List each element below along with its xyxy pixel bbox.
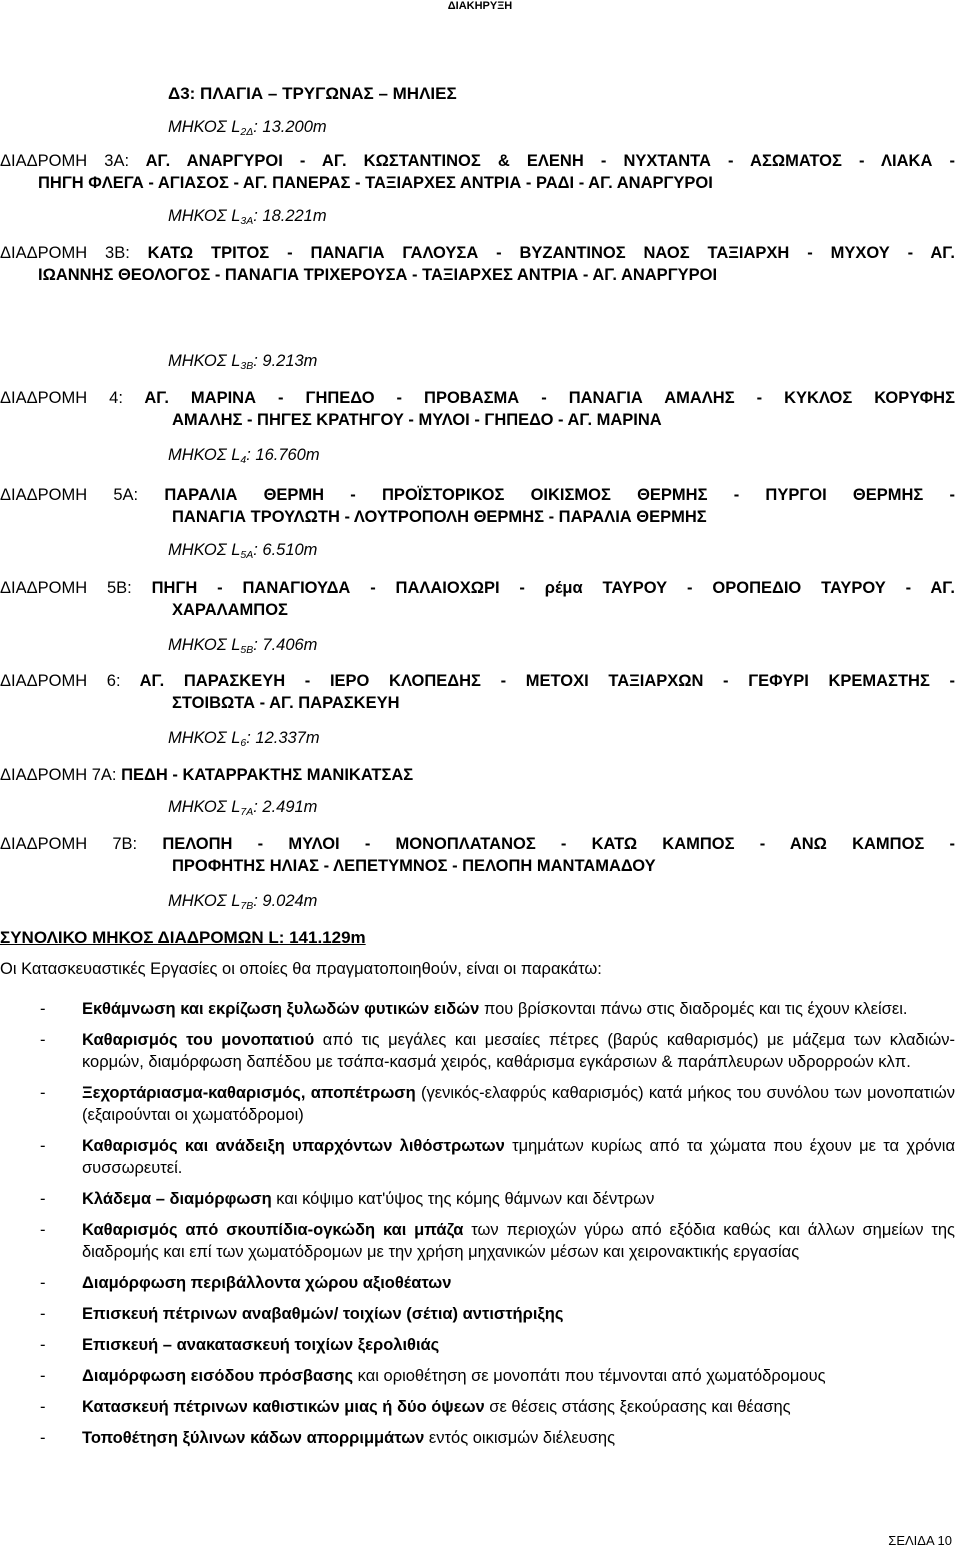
item-bold: Εκθάμνωση και εκρίζωση ξυλωδών φυτικών ειδών [82, 1000, 480, 1018]
item-text: τμημάτων κυρίως από τα χώματα που έχουν με τα χρόνια συσσωρευτεί. [82, 1137, 956, 1177]
bullet-dash: - [40, 1084, 46, 1102]
length-value: : 16.760m [246, 446, 320, 464]
bullet-dash: - [40, 1336, 46, 1354]
route-continuation: ΠΑΝΑΓΙΑ ΤΡΟΥΛΩΤΗ - ΛΟΥΤΡΟΠΟΛΗ ΘΕΡΜΗΣ - ΠΑΡΑΛΙΑ ΘΕΡΜΗΣ [172, 508, 707, 526]
length-value: : 7.406m [253, 636, 318, 654]
length-prefix: ΜΗΚΟΣ L [168, 207, 241, 225]
route-3a [0, 150, 955, 194]
list-item [0, 998, 955, 1020]
route-line1: ΚΑΤΩ ΤΡΙΤΟΣ - ΠΑΝΑΓΙΑ ΓΑΛΟΥΣΑ - ΒΥΖΑΝΤΙΝΟΣ ΝΑΟΣ ΤΑΞΙΑΡΧΗ - ΜΥΧΟΥ - ΑΓ. [147, 244, 955, 262]
item-bold: Ξεχορτάριασμα-καθαρισμός, αποπέτρωση [82, 1084, 416, 1102]
route-line1: ΑΓ. ΠΑΡΑΣΚΕΥΗ - ΙΕΡΟ ΚΛΟΠΕΔΗΣ - ΜΕΤΟΧΙ ΤΑΞΙΑΡΧΩΝ - ΓΕΦΥΡΙ ΚΡΕΜΑΣΤΗΣ - [139, 672, 955, 690]
bullet-dash: - [40, 1429, 46, 1447]
list-item [0, 1303, 955, 1325]
item-text: (γενικός-ελαφρύς καθαρισμός) κατά μήκος του συνόλου των μονοπατιών (εξαιρούνται οι χωματόδρομοι) [82, 1084, 955, 1124]
list-item [0, 1334, 955, 1356]
length-subscript: 2Δ [240, 126, 254, 138]
item-bold: Κατασκευή πέτρινων καθιστικών μιας ή δύο όψεων [82, 1398, 485, 1416]
section-title: Δ3: ΠΛΑΓΙΑ – ΤΡΥΓΩΝΑΣ – ΜΗΛΙΕΣ [168, 84, 457, 103]
route-prefix: ΔΙΑΔΡΟΜΗ 3Β: [0, 244, 130, 262]
item-bold: Καθαρισμός και ανάδειξη υπαρχόντων λιθόστρωτων [82, 1137, 505, 1155]
route-prefix: ΔΙΑΔΡΟΜΗ 7Β: [0, 835, 138, 853]
route-prefix: ΔΙΑΔΡΟΜΗ 5Α: [0, 486, 139, 504]
bullet-dash: - [40, 1031, 46, 1049]
page-header: ΔΙΑΚΗΡΥΞΗ [447, 0, 513, 12]
item-text: που βρίσκονται πάνω στις διαδρομές και τις έχουν κλείσει. [479, 1000, 908, 1018]
route-3a-length [168, 207, 327, 226]
item-text: και κόψιμο κατ'ύψος της κόμης θάμνων και δέντρων [271, 1190, 655, 1208]
item-bold: Κλάδεμα – διαμόρφωση [82, 1190, 272, 1208]
list-item [0, 1219, 955, 1263]
route-5b [0, 577, 955, 621]
route-prefix: ΔΙΑΔΡΟΜΗ 5Β: [0, 579, 132, 597]
route-line [0, 242, 955, 264]
route-line1: ΠΗΓΗ - ΠΑΝΑΓΙΟΥΔΑ - ΠΑΛΑΙΟΧΩΡΙ - ρέμα ΤΑΥΡΟΥ - ΟΡΟΠΕΔΙΟ ΤΑΥΡΟΥ - ΑΓ. [151, 579, 955, 597]
list-item [0, 1029, 955, 1073]
route-continuation: ΠΗΓΗ ΦΛΕΓΑ - ΑΓΙΑΣΟΣ - ΑΓ. ΠΑΝΕΡΑΣ - ΤΑΞΙΑΡΧΕΣ ΑΝΤΡΙΑ - ΡΑΔΙ - ΑΓ. ΑΝΑΡΓΥΡΟΙ [38, 174, 713, 192]
length-subscript: 3Β [240, 360, 254, 372]
length-prefix: ΜΗΚΟΣ L [168, 118, 241, 136]
route-prefix: ΔΙΑΔΡΟΜΗ 4: [0, 389, 123, 407]
route-7b-length [168, 892, 317, 911]
route-prefix: ΔΙΑΔΡΟΜΗ 7Α: [0, 766, 117, 784]
route-line [0, 670, 955, 692]
length-value: : 12.337m [246, 729, 320, 747]
route-continuation: ΠΡΟΦΗΤΗΣ ΗΛΙΑΣ - ΛΕΠΕΤΥΜΝΟΣ - ΠΕΛΟΠΗ ΜΑΝΤΑΜΑΔΟΥ [172, 857, 656, 875]
item-text: εντός οικισμών διέλευσης [424, 1429, 616, 1447]
route-7b [0, 833, 955, 877]
length-value: : 2.491m [253, 798, 318, 816]
length-subscript: 5Α [240, 549, 254, 561]
item-bold: Καθαρισμός από σκουπίδια-ογκώδη και μπάζα [82, 1221, 464, 1239]
item-bold: Επισκευή πέτρινων αναβαθμών/ τοιχίων (σέτια) αντιστήριξης [82, 1305, 564, 1323]
length-subscript: 3Α [240, 215, 254, 227]
total-length: ΣΥΝΟΛΙΚΟ ΜΗΚΟΣ ΔΙΑΔΡΟΜΩΝ L: 141.129m [0, 928, 366, 947]
bullet-dash: - [40, 1305, 46, 1323]
route-line1: ΠΕΛΟΠΗ - ΜΥΛΟΙ - ΜΟΝΟΠΛΑΤΑΝΟΣ - ΚΑΤΩ ΚΑΜΠΟΣ - ΑΝΩ ΚΑΜΠΟΣ - [162, 835, 956, 853]
length-prefix: ΜΗΚΟΣ L [168, 636, 241, 654]
route-4 [0, 387, 955, 431]
route-line [0, 577, 955, 599]
list-item [0, 1272, 955, 1294]
bullet-dash: - [40, 1398, 46, 1416]
route-7a-length [168, 798, 317, 817]
length-value: : 18.221m [253, 207, 327, 225]
length-subscript: 6 [240, 737, 247, 749]
route-4-length [168, 446, 320, 465]
item-bold: Τοποθέτηση ξύλινων κάδων απορριμμάτων [82, 1429, 425, 1447]
route-continuation: ΙΩΑΝΝΗΣ ΘΕΟΛΟΓΟΣ - ΠΑΝΑΓΙΑ ΤΡΙΧΕΡΟΥΣΑ - ΤΑΞΙΑΡΧΕΣ ΑΝΤΡΙΑ - ΑΓ. ΑΝΑΡΓΥΡΟΙ [38, 266, 718, 284]
works-intro: Οι Κατασκευαστικές Εργασίες οι οποίες θα πραγματοποιηθούν, είναι οι παρακάτω: [0, 960, 602, 978]
length-prefix: ΜΗΚΟΣ L [168, 446, 241, 464]
bullet-dash: - [40, 1367, 46, 1385]
length-value: : 6.510m [253, 541, 318, 559]
route-5b-length [168, 636, 317, 655]
route-5a-length [168, 541, 317, 560]
route-prefix: ΔΙΑΔΡΟΜΗ 3Α: [0, 152, 130, 170]
route-line [0, 833, 955, 855]
route-continuation: ΑΜΑΛΗΣ - ΠΗΓΕΣ ΚΡΑΤΗΓΟΥ - ΜΥΛΟΙ - ΓΗΠΕΔΟ - ΑΓ. ΜΑΡΙΝΑ [172, 411, 662, 429]
route-line [0, 387, 955, 409]
route-line1: ΑΓ. ΑΝΑΡΓΥΡΟΙ - ΑΓ. ΚΩΣΤΑΝΤΙΝΟΣ & ΕΛΕΝΗ - ΝΥΧΤΑΝΤΑ - ΑΣΩΜΑΤΟΣ - ΛΙΑΚΑ - [145, 152, 955, 170]
length-prefix: ΜΗΚΟΣ L [168, 729, 241, 747]
list-item [0, 1082, 955, 1126]
route-3b [0, 242, 955, 286]
route-line1: ΑΓ. ΜΑΡΙΝΑ - ΓΗΠΕΔΟ - ΠΡΟΒΑΣΜΑ - ΠΑΝΑΓΙΑ ΑΜΑΛΗΣ - ΚΥΚΛΟΣ ΚΟΡΥΦΗΣ [144, 389, 955, 407]
item-bold: Επισκευή – ανακατασκευή τοιχίων ξερολιθιάς [82, 1336, 440, 1354]
route-5a [0, 484, 955, 528]
bullet-dash: - [40, 1000, 46, 1018]
length-value: : 13.200m [253, 118, 327, 136]
page-number: ΣΕΛΙΔΑ 10 [888, 1533, 952, 1548]
length-prefix: ΜΗΚΟΣ L [168, 892, 241, 910]
list-item [0, 1365, 955, 1387]
works-list [0, 998, 955, 1458]
length-subscript: 7Α [240, 806, 254, 818]
section-length [168, 118, 327, 137]
item-bold: Καθαρισμός του μονοπατιού [82, 1031, 315, 1049]
route-6-length [168, 729, 320, 748]
route-continuation: ΣΤΟΙΒΩΤΑ - ΑΓ. ΠΑΡΑΣΚΕΥΗ [172, 694, 400, 712]
route-7a [0, 764, 413, 786]
length-subscript: 4 [240, 454, 247, 466]
item-text: σε θέσεις στάσης ξεκούρασης και θέασης [484, 1398, 791, 1416]
item-text: των περιοχών γύρω από εξόδια καθώς και άλλων σημείων της διαδρομής και επί των χωματόδρομων με την χρήση μηχανικών μέσων και χειρονακτικής εργασίας [82, 1221, 955, 1261]
length-value: : 9.024m [253, 892, 318, 910]
route-6 [0, 670, 955, 714]
length-prefix: ΜΗΚΟΣ L [168, 541, 241, 559]
item-bold: Διαμόρφωση εισόδου πρόσβασης [82, 1367, 354, 1385]
length-prefix: ΜΗΚΟΣ L [168, 352, 241, 370]
list-item [0, 1427, 955, 1449]
route-line1: ΠΑΡΑΛΙΑ ΘΕΡΜΗ - ΠΡΟΪΣΤΟΡΙΚΟΣ ΟΙΚΙΣΜΟΣ ΘΕΡΜΗΣ - ΠΥΡΓΟΙ ΘΕΡΜΗΣ - [164, 486, 956, 504]
bullet-dash: - [40, 1221, 46, 1239]
route-continuation: ΧΑΡΑΛΑΜΠΟΣ [172, 601, 288, 619]
length-subscript: 5Β [240, 644, 254, 656]
length-subscript: 7Β [240, 900, 254, 912]
route-3b-length [168, 352, 317, 371]
route-line [0, 484, 955, 506]
bullet-dash: - [40, 1137, 46, 1155]
list-item [0, 1135, 955, 1179]
item-text: από τις μεγάλες και μεσαίες πέτρες (βαρύς καθαρισμός) με μάζεμα των κλαδιών-κορμών, διαμόρφωση δαπέδου με τσάπα-κασμά χειρός, καθάρισμα εγκάρσιων & παράπλευρων υδρορροών κλπ. [82, 1031, 956, 1071]
item-bold: Διαμόρφωση περιβάλλοντα χώρου αξιοθέατων [82, 1274, 452, 1292]
bullet-dash: - [40, 1190, 46, 1208]
list-item [0, 1396, 955, 1418]
length-value: : 9.213m [253, 352, 318, 370]
list-item [0, 1188, 955, 1210]
length-prefix: ΜΗΚΟΣ L [168, 798, 241, 816]
item-text: και οριοθέτηση σε μονοπάτι που τέμνονται από χωματόδρομους [353, 1367, 826, 1385]
route-line [0, 150, 955, 172]
route-line1: ΠΕΔΗ - ΚΑΤΑΡΡΑΚΤΗΣ ΜΑΝΙΚΑΤΣΑΣ [121, 766, 414, 784]
bullet-dash: - [40, 1274, 46, 1292]
route-prefix: ΔΙΑΔΡΟΜΗ 6: [0, 672, 121, 690]
